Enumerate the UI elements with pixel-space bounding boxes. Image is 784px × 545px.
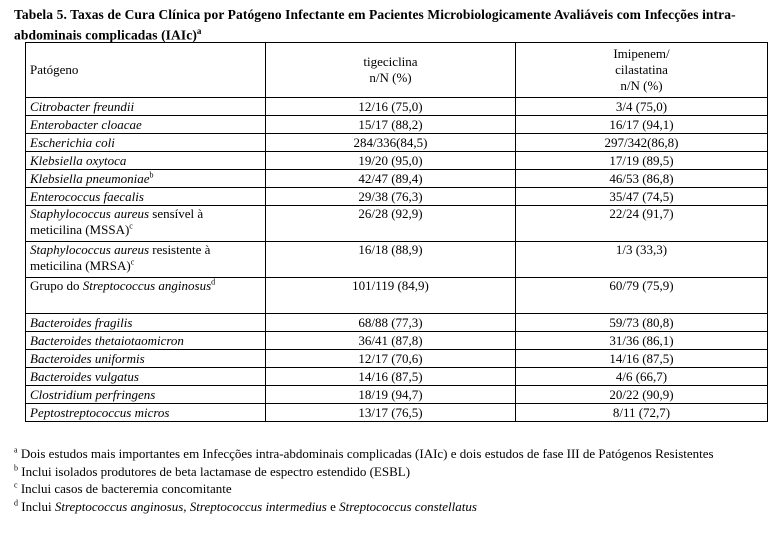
imipenem-cell: 60/79 (75,9)	[516, 278, 768, 314]
imipenem-cell: 8/11 (72,7)	[516, 404, 768, 422]
pathogen-name: Bacteroides fragilis	[30, 315, 133, 330]
footnote-b	[14, 463, 770, 481]
table-row	[26, 332, 768, 350]
pathogen-cell	[26, 350, 266, 368]
pathogen-cell	[26, 116, 266, 134]
footnotes	[14, 445, 770, 515]
imipenem-cell: 1/3 (33,3)	[516, 242, 768, 278]
pathogen-cell	[26, 404, 266, 422]
footnote-d-prefix: Inclui	[21, 498, 55, 514]
pathogen-descriptor-line2: meticilina (MRSA)	[30, 258, 131, 273]
footnote-mark: c	[129, 221, 133, 231]
imipenem-cell: 31/36 (86,1)	[516, 332, 768, 350]
header-imipenem	[516, 43, 768, 98]
pathogen-descriptor: sensível à	[149, 206, 204, 221]
imipenem-cell: 17/19 (89,5)	[516, 152, 768, 170]
table-row	[26, 242, 768, 278]
footnote-mark: c	[130, 257, 135, 267]
pathogen-name: Bacteroides uniformis	[30, 351, 145, 366]
table-row	[26, 350, 768, 368]
footnote-b-mark: b	[14, 463, 18, 473]
imipenem-cell: 16/17 (94,1)	[516, 116, 768, 134]
tigeciclina-cell: 36/41 (87,8)	[266, 332, 516, 350]
table-row	[26, 116, 768, 134]
pathogen-name: Klebsiella oxytoca	[30, 153, 127, 168]
footnote-mark: d	[211, 277, 216, 287]
tigeciclina-cell: 19/20 (95,0)	[266, 152, 516, 170]
pathogen-name: Enterobacter cloacae	[30, 117, 142, 132]
table-caption	[14, 7, 774, 44]
footnote-d-mark: d	[14, 498, 18, 508]
footnote-a-text: Dois estudos mais importantes em Infecções intra-abdominais complicadas (IAIc) e dois estudos de fase III de Patógenos Resistentes	[20, 446, 714, 461]
pathogen-name: Klebsiella pneumoniae	[30, 171, 150, 186]
pathogen-name: Bacteroides thetaiotaomicron	[30, 333, 184, 348]
footnote-c-mark: c	[14, 480, 18, 490]
tigeciclina-cell: 15/17 (88,2)	[266, 116, 516, 134]
pathogen-name: Bacteroides vulgatus	[30, 369, 139, 384]
pathogen-cell	[26, 134, 266, 152]
imipenem-cell: 4/6 (66,7)	[516, 368, 768, 386]
footnote-d-separator-2: e	[326, 498, 340, 514]
table-row	[26, 368, 768, 386]
pathogen-cell	[26, 314, 266, 332]
header-imipenem-line2: cilastatina	[615, 62, 668, 77]
footnote-d-species-1: Streptococcus anginosus	[54, 498, 184, 514]
pathogen-cell	[26, 368, 266, 386]
table-row	[26, 98, 768, 116]
caption-footnote-mark: a	[196, 26, 202, 36]
header-imipenem-line3: n/N (%)	[620, 78, 663, 93]
table-row	[26, 404, 768, 422]
imipenem-cell: 22/24 (91,7)	[516, 206, 768, 242]
pathogen-name: Escherichia coli	[30, 135, 115, 150]
tigeciclina-cell: 12/16 (75,0)	[266, 98, 516, 116]
table-row	[26, 386, 768, 404]
footnote-b-text: Inclui isolados produtores de beta lactamase de espectro estendido (ESBL)	[21, 463, 411, 479]
pathogen-cell	[26, 206, 266, 242]
pathogen-descriptor: resistente à	[149, 242, 211, 257]
tigeciclina-cell: 101/119 (84,9)	[266, 278, 516, 314]
imipenem-cell: 59/73 (80,8)	[516, 314, 768, 332]
footnote-c-text: Inclui casos de bacteremia concomitante	[20, 481, 232, 496]
imipenem-cell: 20/22 (90,9)	[516, 386, 768, 404]
table-row	[26, 152, 768, 170]
tigeciclina-cell: 42/47 (89,4)	[266, 170, 516, 188]
tigeciclina-cell: 13/17 (76,5)	[266, 404, 516, 422]
imipenem-cell: 3/4 (75,0)	[516, 98, 768, 116]
pathogen-cell	[26, 278, 266, 314]
footnote-a	[14, 445, 770, 463]
imipenem-cell: 46/53 (86,8)	[516, 170, 768, 188]
pathogen-cell	[26, 98, 266, 116]
caption-text: Tabela 5. Taxas de Cura Clínica por Patógeno Infectante em Pacientes Microbiologicamente Avaliáveis com Infecções intra-abdominais complicadas (IAIc)	[14, 7, 736, 43]
imipenem-cell: 297/342(86,8)	[516, 134, 768, 152]
table-row	[26, 188, 768, 206]
tigeciclina-cell: 18/19 (94,7)	[266, 386, 516, 404]
tigeciclina-cell: 26/28 (92,9)	[266, 206, 516, 242]
footnote-a-mark: a	[14, 445, 18, 455]
table-row	[26, 134, 768, 152]
tigeciclina-cell: 284/336(84,5)	[266, 134, 516, 152]
footnote-d-species-3: Streptococcus constellatus	[339, 498, 477, 514]
table-row	[26, 170, 768, 188]
pathogen-name: Streptococcus anginosus	[82, 278, 212, 293]
pathogen-cell	[26, 386, 266, 404]
imipenem-cell: 14/16 (87,5)	[516, 350, 768, 368]
footnote-d-separator-1: ,	[183, 498, 190, 514]
footnote-d-species-2: Streptococcus intermedius	[189, 498, 327, 514]
header-imipenem-line1: Imipenem/	[613, 46, 670, 61]
pathogen-cell	[26, 332, 266, 350]
pathogen-cell	[26, 242, 266, 278]
pathogen-name: Clostridium perfringens	[30, 387, 156, 402]
pathogen-cell	[26, 152, 266, 170]
pathogen-name: Citrobacter freundii	[30, 99, 135, 114]
tigeciclina-cell: 12/17 (70,6)	[266, 350, 516, 368]
pathogen-cell	[26, 170, 266, 188]
pathogen-prefix: Grupo do	[30, 278, 83, 293]
table-row	[26, 314, 768, 332]
footnote-d	[14, 498, 770, 516]
header-pathogen: Patógeno	[26, 43, 266, 98]
table-row	[26, 206, 768, 242]
table-header-row	[26, 43, 768, 98]
pathogen-name: Peptostreptococcus micros	[30, 405, 170, 420]
header-tigeciclina-line2: n/N (%)	[369, 70, 412, 85]
tigeciclina-cell: 68/88 (77,3)	[266, 314, 516, 332]
pathogen-name: Enterococcus faecalis	[30, 189, 144, 204]
tigeciclina-cell: 16/18 (88,9)	[266, 242, 516, 278]
tigeciclina-cell: 14/16 (87,5)	[266, 368, 516, 386]
table-row	[26, 278, 768, 314]
tigeciclina-cell: 29/38 (76,3)	[266, 188, 516, 206]
header-tigeciclina	[266, 43, 516, 98]
pathogen-descriptor-line2: meticilina (MSSA)	[30, 222, 130, 237]
cure-rates-table	[25, 42, 768, 422]
pathogen-cell	[26, 188, 266, 206]
footnote-mark: b	[149, 170, 154, 180]
footnote-c	[14, 480, 770, 498]
header-tigeciclina-line1: tigeciclina	[363, 54, 418, 69]
pathogen-name: Staphylococcus aureus	[30, 206, 150, 221]
pathogen-name: Staphylococcus aureus	[30, 242, 150, 257]
imipenem-cell: 35/47 (74,5)	[516, 188, 768, 206]
